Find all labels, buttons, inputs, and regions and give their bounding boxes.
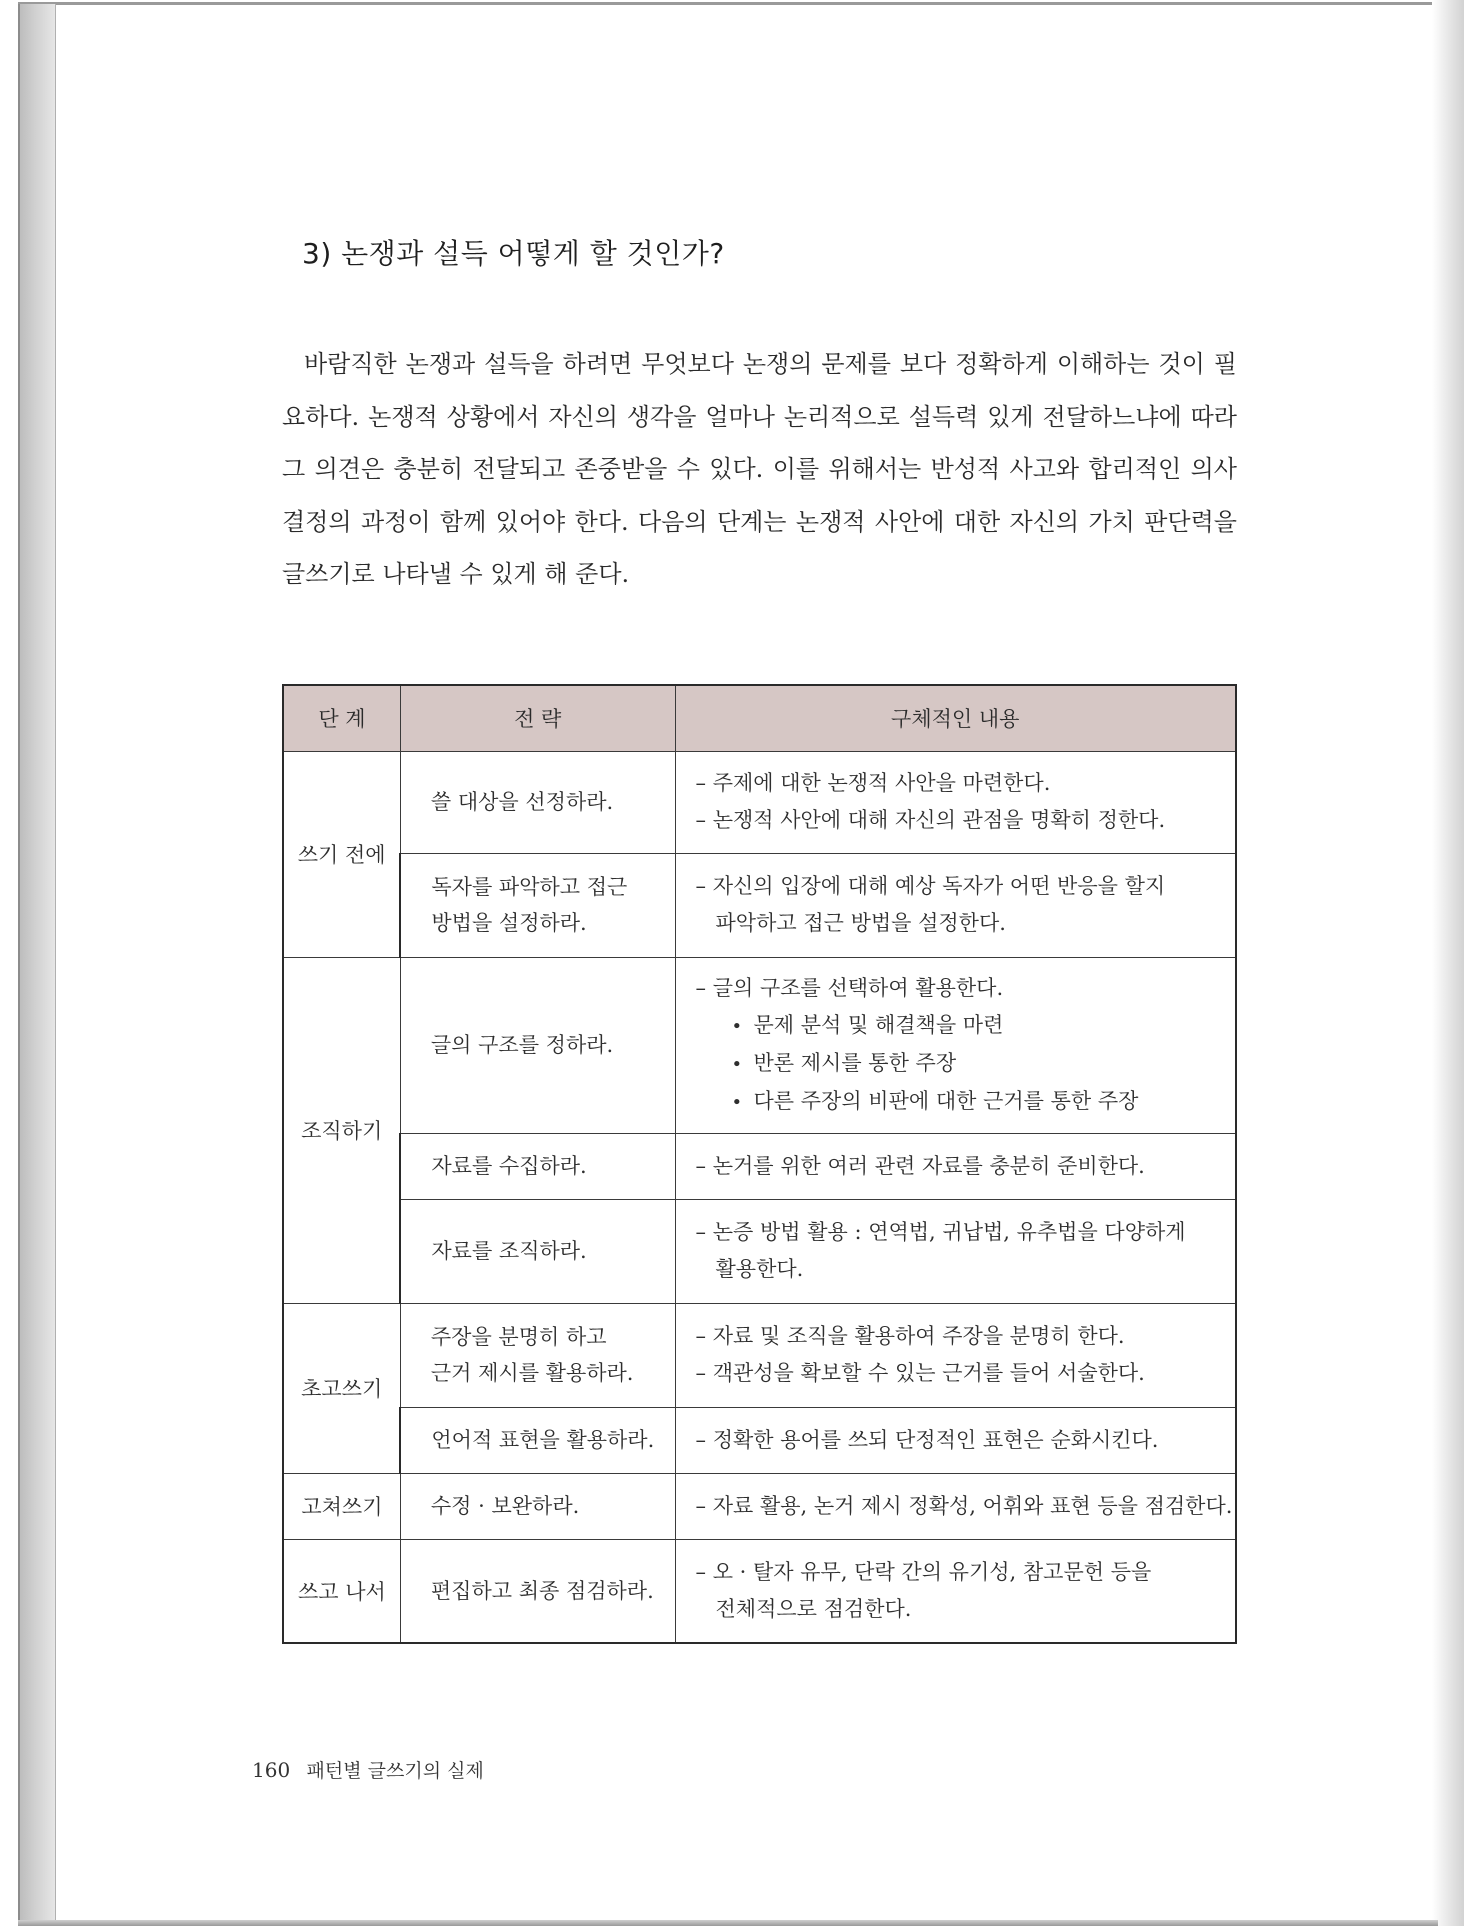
stage-cell: 초고쓰기 [283,1303,400,1473]
page-spine-edge [18,4,56,1924]
strategy-cell [400,751,675,853]
detail-item [696,868,1235,905]
strategy-line: 독자를 파악하고 접근 [431,875,628,899]
dash-marker: – [695,1153,713,1178]
detail-item [696,970,1235,1007]
dash-marker: – [695,1427,713,1452]
detail-item [696,765,1235,802]
detail-text: 자료 및 조직을 활용하여 주장을 분명히 한다. [712,1324,1125,1348]
detail-bullet [696,1083,1235,1121]
strategy-cell [400,1407,675,1473]
strategy-cell [400,1473,675,1539]
detail-text: 다른 주장의 비판에 대한 근거를 통한 주장 [753,1088,1139,1113]
detail-text: 오 · 탈자 유무, 단락 간의 유기성, 참고문헌 등을 [712,1559,1152,1584]
detail-text: 문제 분석 및 해결책을 마련 [753,1012,1004,1037]
stage-cell: 쓰고 나서 [283,1539,400,1643]
detail-cell [675,751,1236,853]
detail-item [696,1318,1235,1355]
strategy-line: 근거 제시를 활용하라. [430,1361,634,1385]
dash-marker: – [695,1493,713,1518]
page-number: 160 [252,1758,291,1782]
stage-cell: 조직하기 [283,957,400,1303]
detail-text: 논거를 위한 여러 관련 자료를 충분히 준비한다. [712,1153,1145,1178]
detail-continuation: 파악하고 접근 방법을 설정한다. [715,911,1006,935]
writing-strategy-table [282,684,1237,1644]
table-row [283,1303,1236,1407]
strategy-line: 편집하고 최종 점검하라. [430,1578,654,1603]
dash-marker: – [695,1324,713,1348]
detail-item [696,1355,1235,1392]
table-body [283,751,1236,1643]
strategy-line: 쓸 대상을 선정하라. [430,790,614,814]
table-row [283,1133,1236,1199]
dash-marker: – [695,1361,713,1385]
dash-marker: – [695,808,713,832]
table-row [283,1199,1236,1303]
detail-cell [675,1133,1236,1199]
strategy-line: 글의 구조를 정하라. [430,1033,614,1057]
page-shadow-right [1432,0,1464,1926]
strategy-line: 언어적 표현을 활용하라. [431,1428,655,1452]
detail-continuation: 활용한다. [715,1257,804,1281]
stage-cell: 쓰기 전에 [283,751,400,957]
dash-marker: – [695,1220,713,1244]
strategy-cell [400,1303,675,1407]
table-row [283,1473,1236,1539]
bullet-icon: • [731,1053,743,1075]
intro-paragraph: 바람직한 논쟁과 설득을 하려면 무엇보다 논쟁의 문제를 보다 정확하게 이해하는 것이 필요하다. 논쟁적 상황에서 자신의 생각을 얼마나 논리적으로 설득력 있게 전달하느냐에 따라 그 의견은 충분히 전달되고 존중받을 수 있다. 이를 위해서는 반성적 사고와 합리적인 의사 결정의 과정이 함께 있어야 한다. 다음의 단계는 논쟁적 사안에 대한 자신의 가치 판단력을 글쓰기로 나타낼 수 있게 해 준다. [282,350,1237,588]
page-edge-top [18,2,1434,5]
page-edge-bottom [18,1920,1438,1926]
detail-text: 논쟁적 사안에 대해 자신의 관점을 명확히 정한다. [712,808,1166,832]
table-row [283,1539,1236,1643]
detail-text: 객관성을 확보할 수 있는 근거를 들어 서술한다. [712,1361,1145,1385]
strategy-line: 방법을 설정하라. [431,911,587,935]
strategy-cell [400,957,675,1133]
header-strategy: 전 략 [400,685,675,751]
stage-cell: 고쳐쓰기 [283,1473,400,1539]
detail-cell [675,853,1236,957]
detail-continuation: 전체적으로 점검한다. [715,1596,912,1621]
strategy-line: 자료를 수집하라. [431,1154,587,1178]
running-title: 패턴별 글쓰기의 실제 [306,1760,484,1782]
table-row [283,853,1236,957]
detail-text: 논증 방법 활용 : 연역법, 귀납법, 유추법을 다양하게 [712,1220,1186,1244]
detail-item [696,1554,1235,1591]
strategy-cell [400,1539,675,1643]
detail-cell [675,1473,1236,1539]
detail-item [696,1214,1235,1251]
dash-marker: – [695,874,713,898]
bullet-icon: • [731,1091,743,1113]
table-row [283,751,1236,853]
header-stage: 단 계 [283,685,400,751]
detail-cell [675,957,1236,1133]
detail-item [696,1422,1235,1459]
detail-item [696,1148,1235,1185]
strategy-line: 수정 · 보완하라. [430,1494,580,1518]
strategy-cell [400,1133,675,1199]
page-footer [252,1756,484,1783]
detail-text: 자신의 입장에 대해 예상 독자가 어떤 반응을 할지 [712,874,1166,898]
table-header-row [283,685,1236,751]
detail-text: 자료 활용, 논거 제시 정확성, 어휘와 표현 등을 점검한다. [712,1493,1233,1518]
detail-item [696,802,1235,839]
strategy-line: 주장을 분명히 하고 [430,1325,607,1349]
detail-bullet [696,1045,1235,1083]
detail-text: 글의 구조를 선택하여 활용한다. [712,975,1004,1000]
dash-marker: – [695,1559,713,1584]
detail-text: 주제에 대한 논쟁적 사안을 마련한다. [712,771,1051,795]
dash-marker: – [695,771,713,795]
detail-bullet [696,1007,1235,1045]
header-detail: 구체적인 내용 [675,685,1236,751]
detail-item [696,1488,1235,1525]
detail-cell [675,1199,1236,1303]
strategy-cell [400,1199,675,1303]
detail-text: 반론 제시를 통한 주장 [753,1050,957,1075]
table-row [283,1407,1236,1473]
detail-cell [675,1303,1236,1407]
bullet-icon: • [731,1015,743,1037]
detail-cell [675,1407,1236,1473]
table-row [283,957,1236,1133]
dash-marker: – [695,975,713,1000]
detail-cell [675,1539,1236,1643]
detail-text: 정확한 용어를 쓰되 단정적인 표현은 순화시킨다. [712,1427,1159,1452]
strategy-cell [400,853,675,957]
strategy-line: 자료를 조직하라. [431,1239,587,1263]
section-title: 3) 논쟁과 설득 어떻게 할 것인가? [302,237,725,270]
